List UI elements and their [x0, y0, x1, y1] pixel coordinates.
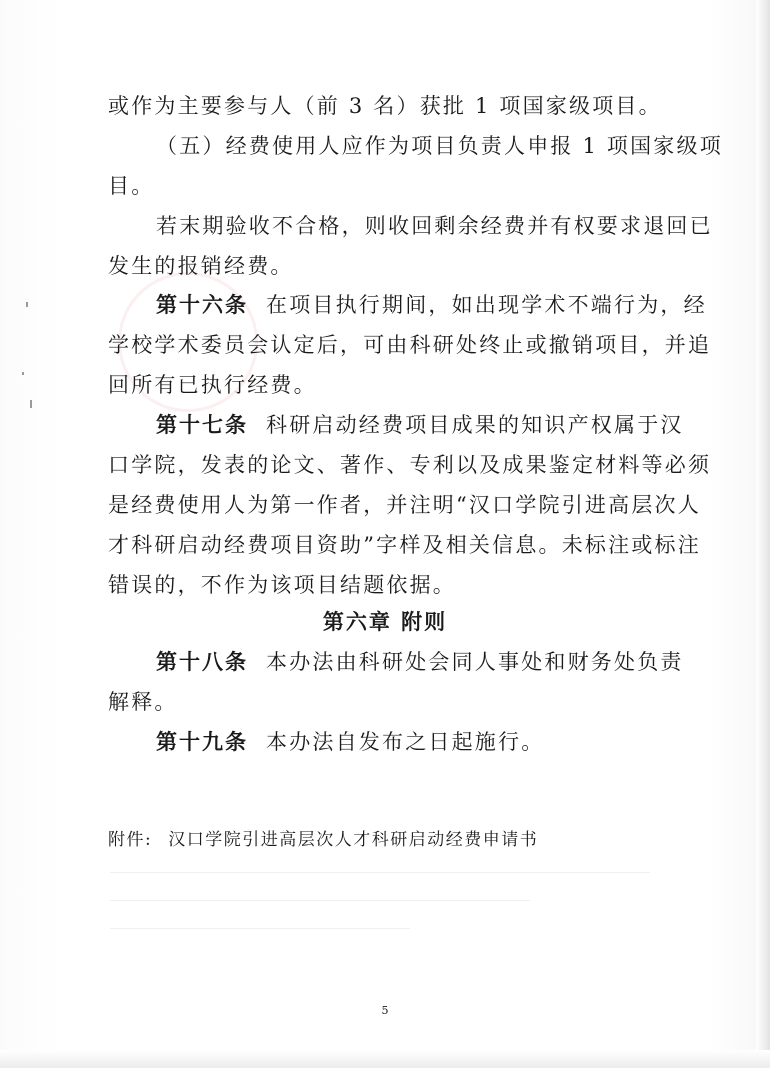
article-19-line — [156, 728, 638, 756]
article-18-text: 本办法由科研处会同人事处和财务处负责 — [266, 650, 684, 674]
body-line: 口学院，发表的论文、著作、专利以及成果鉴定材料等必须 — [108, 453, 712, 477]
scan-mark — [22, 372, 24, 375]
body-line: 或作为主要参与人（前 3 名）获批 1 项国家级项目。 — [108, 94, 662, 118]
bleed-through-mark — [110, 900, 530, 901]
article-19-label: 第十九条 — [156, 729, 248, 754]
scan-right-edge — [756, 0, 770, 1068]
attachment-title: 汉口学院引进高层次人才科研启动经费申请书 — [168, 830, 539, 850]
attachment-label: 附件: — [108, 830, 153, 850]
body-line: 错误的，不作为该项目结题依据。 — [108, 573, 456, 597]
body-line: 发生的报销经费。 — [108, 254, 294, 278]
scan-mark — [26, 302, 28, 307]
article-17-text: 科研启动经费项目成果的知识产权属于汉 — [266, 413, 684, 437]
bleed-through-mark — [110, 928, 410, 929]
article-19-text: 本办法自发布之日起施行。 — [266, 730, 545, 754]
scan-bottom-edge — [0, 1050, 770, 1068]
body-line: 解释。 — [108, 690, 178, 714]
article-16-label: 第十六条 — [156, 292, 248, 317]
article-17-line — [156, 411, 684, 439]
body-line: 才科研启动经费项目资助”字样及相关信息。未标注或标注 — [108, 533, 701, 557]
article-18-label: 第十八条 — [156, 649, 248, 674]
article-18-line — [156, 648, 684, 676]
article-17-label: 第十七条 — [156, 412, 248, 437]
bleed-through-mark — [110, 872, 650, 873]
body-line: 是经费使用人为第一作者，并注明“汉口学院引进高层次人 — [108, 493, 701, 517]
page-number: 5 — [381, 1004, 389, 1017]
body-line: 目。 — [108, 174, 155, 198]
chapter-heading: 第六章 附则 — [322, 609, 448, 634]
body-line: 学校学术委员会认定后，可由科研处终止或撤销项目，并追 — [108, 333, 712, 357]
article-16-line — [156, 291, 707, 319]
attachment-line — [108, 828, 538, 852]
body-line: 若末期验收不合格，则收回剩余经费并有权要求退回已 — [156, 214, 713, 238]
article-16-text: 在项目执行期间，如出现学术不端行为，经 — [266, 293, 707, 317]
scan-mark — [30, 400, 32, 408]
body-line: 回所有已执行经费。 — [108, 373, 317, 397]
body-line: （五）经费使用人应作为项目负责人申报 1 项国家级项 — [156, 134, 723, 158]
